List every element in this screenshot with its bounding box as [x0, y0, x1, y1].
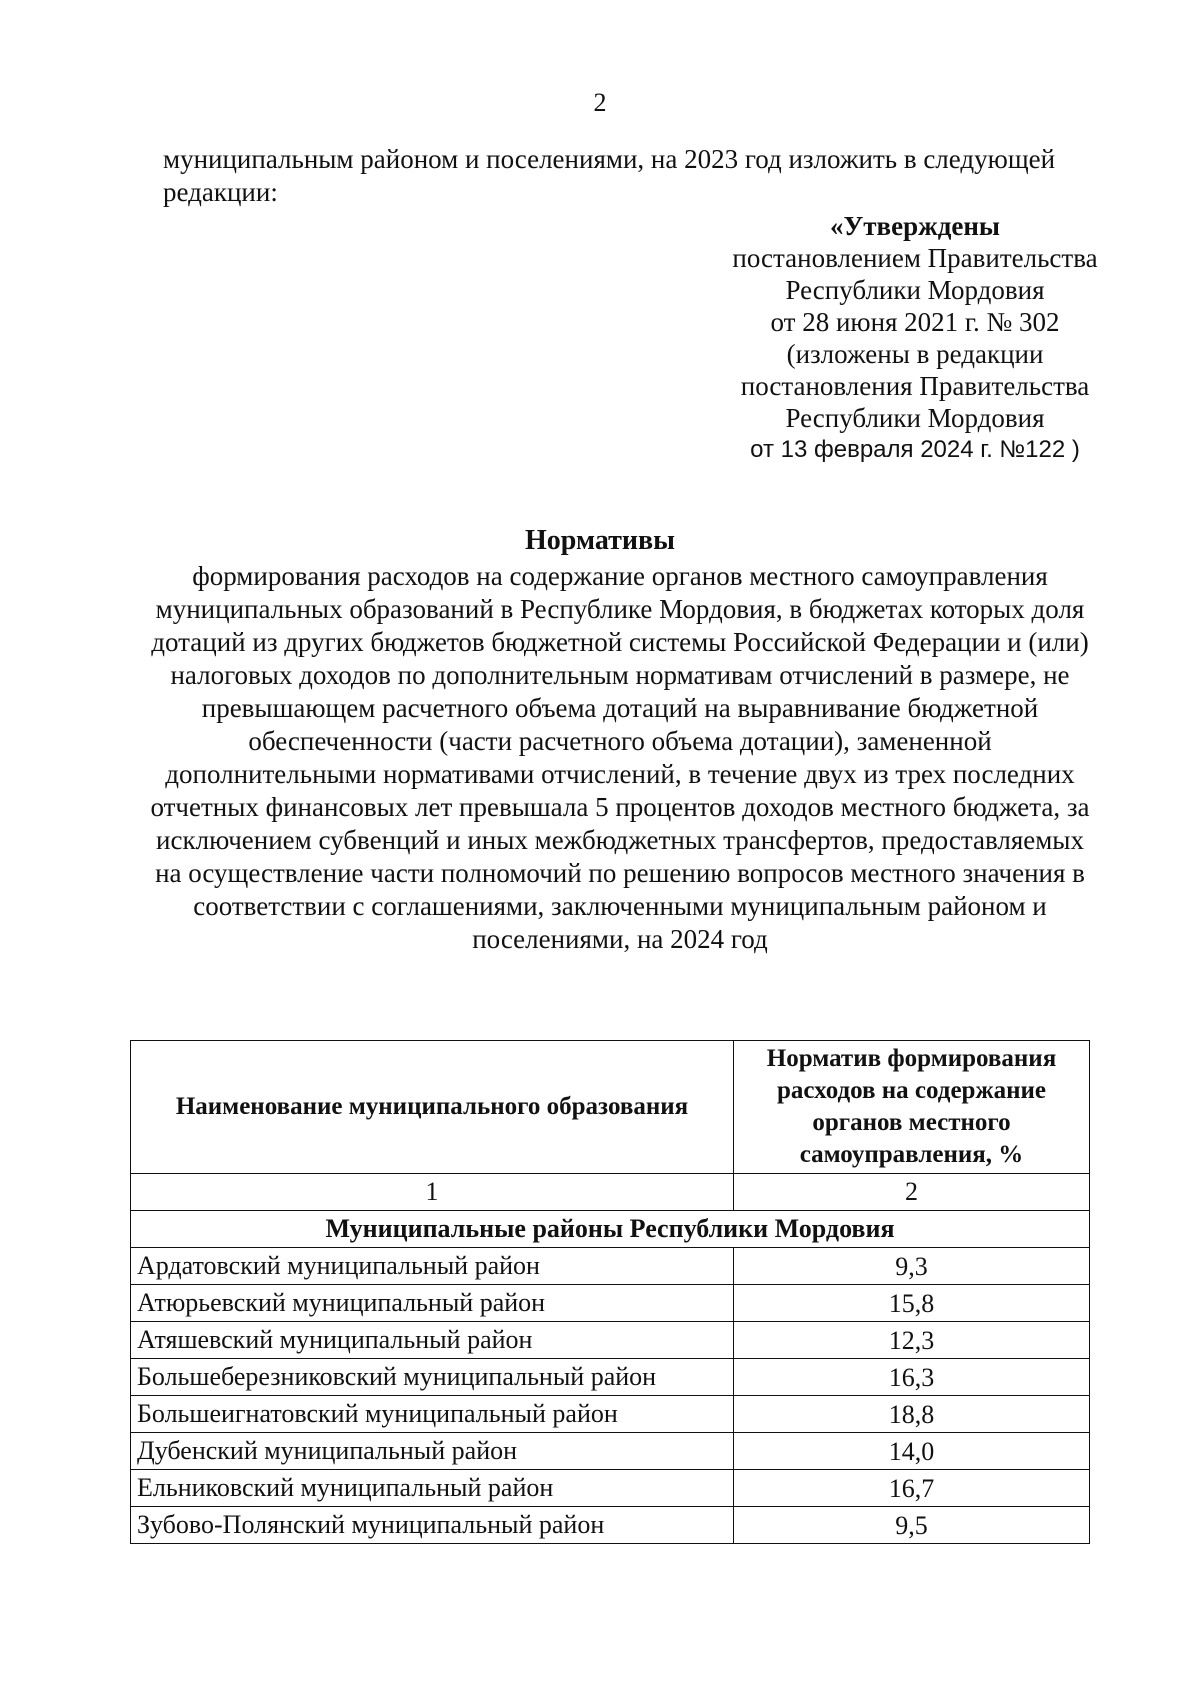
approval-line: постановления Правительства	[740, 371, 1090, 401]
norm-value: 16,3	[734, 1359, 1090, 1396]
approval-line: постановлением Правительства	[732, 243, 1098, 273]
table-row	[131, 1285, 1090, 1322]
document-title: Нормативы	[525, 525, 675, 556]
table-row	[131, 1322, 1090, 1359]
norm-value: 9,5	[734, 1507, 1090, 1544]
column-number: 2	[734, 1174, 1090, 1211]
municipality-name: Зубово-Полянский муниципальный район	[131, 1507, 734, 1544]
page-number: 2	[593, 88, 607, 117]
table-row	[131, 1507, 1090, 1544]
section-title: Муниципальные районы Республики Мордовия	[131, 1211, 1090, 1248]
norm-value: 15,8	[734, 1285, 1090, 1322]
municipality-name: Атяшевский муниципальный район	[131, 1322, 734, 1359]
municipality-name: Ардатовский муниципальный район	[131, 1248, 734, 1285]
table-row	[131, 1470, 1090, 1507]
approval-line: (изложены в редакции	[786, 339, 1044, 369]
intro-paragraph: муниципальным районом и поселениями, на 2023 год изложить в следующей редакции:	[163, 144, 1056, 207]
norm-value: 9,3	[734, 1248, 1090, 1285]
municipality-name: Дубенский муниципальный район	[131, 1433, 734, 1470]
section-row	[131, 1211, 1090, 1248]
approval-line: от 28 июня 2021 г. № 302	[770, 307, 1060, 337]
approval-line: Республики Мордовия	[785, 275, 1045, 305]
header-norm: Норматив формирования расходов на содержание органов местного самоуправления, %	[734, 1041, 1090, 1174]
approval-heading: «Утверждены	[829, 211, 1000, 241]
column-number: 1	[131, 1174, 734, 1211]
norms-table	[130, 1040, 1090, 1544]
approval-line: Республики Мордовия	[785, 403, 1045, 433]
municipality-name: Ельниковский муниципальный район	[131, 1470, 734, 1507]
norm-value: 12,3	[734, 1322, 1090, 1359]
approval-date-line: от 13 февраля 2024 г. №122 )	[750, 436, 1080, 463]
column-number-row	[131, 1174, 1090, 1211]
table-header-row	[131, 1041, 1090, 1174]
norm-value: 16,7	[734, 1470, 1090, 1507]
table-row	[131, 1248, 1090, 1285]
document-subtitle: формирования расходов на содержание органов местного самоуправления муниципальных образований в Республике Мордовия, в бюджетах которых доля дотаций из других бюджетов бюджетной системы Российской Федерации и (или) налоговых доходов по дополнительным нормативам отчислений в размере, не превышающем расчетного объема дотаций на выравнивание бюджетной обеспеченности (части расчетного объема дотации), замененной дополнительными нормативами отчислений, в течение двух из трех последних отчетных финансовых лет превышала 5 процентов доходов местного бюджета, за исключением субвенций и иных межбюджетных трансфертов, предоставляемых на осуществление части полномочий по решению вопросов местного значения в соответствии с соглашениями, заключенными муниципальным районом и поселениями, на 2024 год	[150, 561, 1090, 954]
municipality-name: Большеигнатовский муниципальный район	[131, 1396, 734, 1433]
municipality-name: Атюрьевский муниципальный район	[131, 1285, 734, 1322]
header-municipality: Наименование муниципального образования	[131, 1041, 734, 1174]
table-row	[131, 1359, 1090, 1396]
table-row	[131, 1433, 1090, 1470]
municipality-name: Большеберезниковский муниципальный район	[131, 1359, 734, 1396]
table-row	[131, 1396, 1090, 1433]
norm-value: 18,8	[734, 1396, 1090, 1433]
approval-stamp	[680, 210, 1150, 466]
norm-value: 14,0	[734, 1433, 1090, 1470]
